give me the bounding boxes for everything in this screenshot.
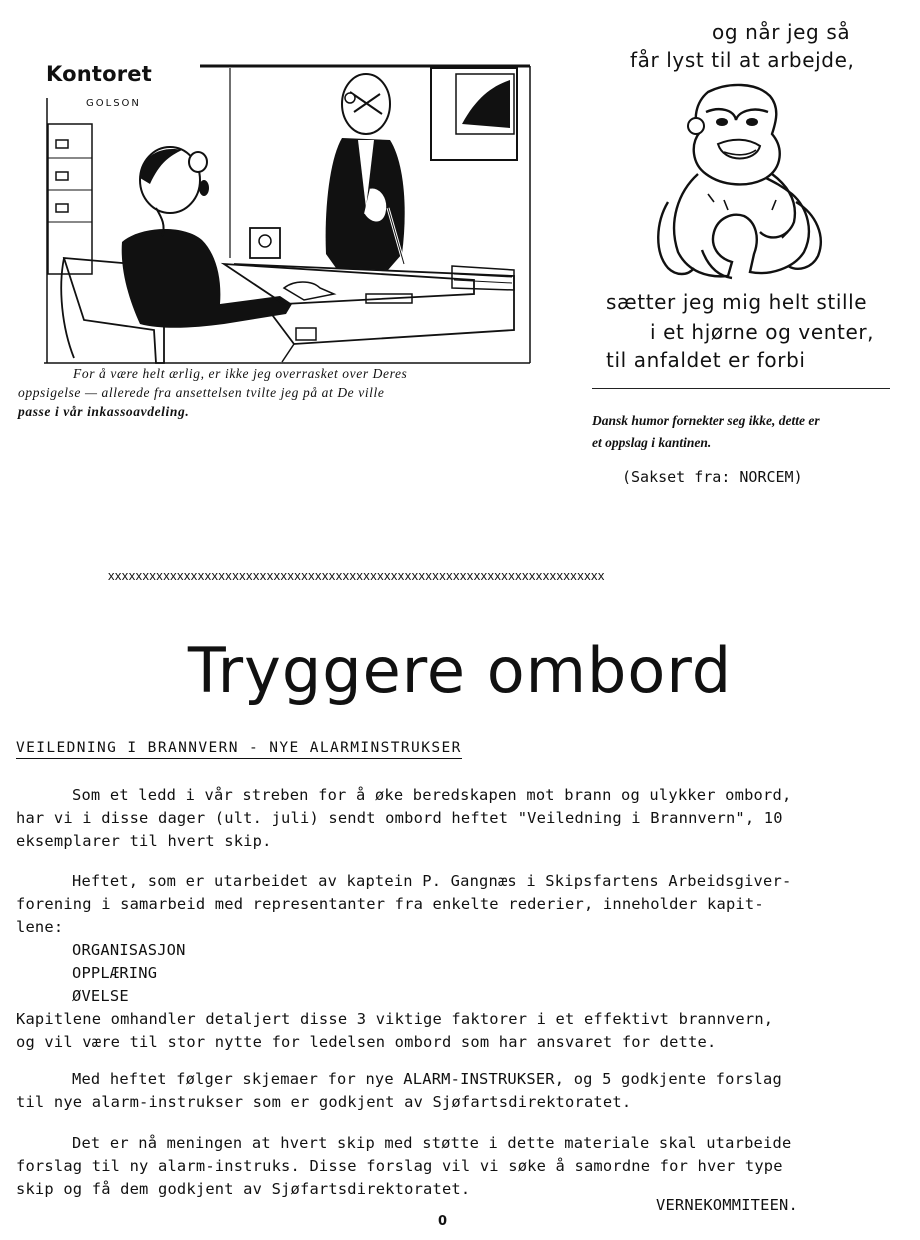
paragraph-line: og vil være til stor nytte for ledelsen ombord som har ansvaret for dette. bbox=[16, 1033, 717, 1051]
caption-line: oppsigelse — allerede fra ansettelsen tvilte jeg på at De ville bbox=[18, 385, 385, 400]
paragraph-line: eksemplarer til hvert skip. bbox=[16, 832, 272, 850]
paragraph-line: Heftet, som er utarbeidet av kaptein P. Gangnæs i Skipsfartens Arbeidsgiver- bbox=[72, 872, 792, 890]
section-divider: xxxxxxxxxxxxxxxxxxxxxxxxxxxxxxxxxxxxxxxxxxxxxxxxxxxxxxxxxxxxxxxxxxxxxxxx bbox=[108, 568, 605, 583]
panel-divider-rule bbox=[592, 388, 890, 389]
signoff: VERNEKOMMITEEN. bbox=[656, 1196, 798, 1214]
poem-line: sætter jeg mig helt stille bbox=[606, 290, 868, 314]
cartoon-signature: GOLSON bbox=[86, 98, 141, 109]
article-subheading: VEILEDNING I BRANNVERN - NYE ALARMINSTRUKSER bbox=[16, 740, 462, 759]
paragraph-line: Det er nå meningen at hvert skip med støtte i dette materiale skal utarbeide bbox=[72, 1134, 792, 1152]
chapter-item: ORGANISASJON bbox=[72, 941, 186, 959]
paragraph-line: forslag til ny alarm-instruks. Disse forslag vil vi søke å samordne for hver type bbox=[16, 1157, 783, 1175]
poem-line: i et hjørne og venter, bbox=[650, 320, 875, 344]
caption-line: passe i vår inkassoavdeling. bbox=[18, 404, 190, 419]
humor-note-line: Dansk humor fornekter seg ikke, dette er bbox=[592, 413, 820, 428]
paragraph-line: Med heftet følger skjemaer for nye ALARM-INSTRUKSER, og 5 godkjente forslag bbox=[72, 1070, 782, 1088]
paragraph-line: lene: bbox=[16, 918, 64, 936]
paragraph-line: har vi i disse dager (ult. juli) sendt ombord heftet "Veiledning i Brannvern", 10 bbox=[16, 809, 783, 827]
poem-line: og når jeg så bbox=[712, 20, 851, 44]
caption-line: For å være helt ærlig, er ikke jeg overrasket over Deres bbox=[73, 366, 408, 381]
cartoon-title: Kontoret bbox=[46, 62, 152, 86]
paragraph-line: Kapitlene omhandler detaljert disse 3 viktige faktorer i et effektivt brannvern, bbox=[16, 1010, 774, 1028]
chapter-item: OPPLÆRING bbox=[72, 964, 158, 982]
paragraph-1 bbox=[16, 784, 911, 853]
humor-note bbox=[592, 410, 912, 454]
paragraph-2 bbox=[16, 870, 911, 1054]
poem-line: får lyst til at arbejde, bbox=[630, 48, 855, 72]
paragraph-line: forening i samarbeid med representanter fra enkelte rederier, inneholder kapit- bbox=[16, 895, 764, 913]
cartoon-caption bbox=[18, 364, 538, 421]
paragraph-4 bbox=[16, 1068, 911, 1114]
paragraph-5 bbox=[16, 1132, 911, 1201]
chapter-item: ØVELSE bbox=[72, 987, 129, 1005]
article-headline: Tryggere ombord bbox=[187, 634, 733, 707]
source-credit: (Sakset fra: NORCEM) bbox=[622, 468, 803, 486]
humor-note-line: et oppslag i kantinen. bbox=[592, 435, 712, 450]
page-number: 0 bbox=[438, 1214, 448, 1229]
paragraph-line: Som et ledd i vår streben for å øke beredskapen mot brann og ulykker ombord, bbox=[72, 786, 792, 804]
monkey-illustration bbox=[648, 82, 828, 282]
poem-line: til anfaldet er forbi bbox=[606, 348, 806, 372]
paragraph-line: skip og få dem godkjent av Sjøfartsdirektoratet. bbox=[16, 1180, 471, 1198]
paragraph-line: til nye alarm-instrukser som er godkjent av Sjøfartsdirektoratet. bbox=[16, 1093, 632, 1111]
